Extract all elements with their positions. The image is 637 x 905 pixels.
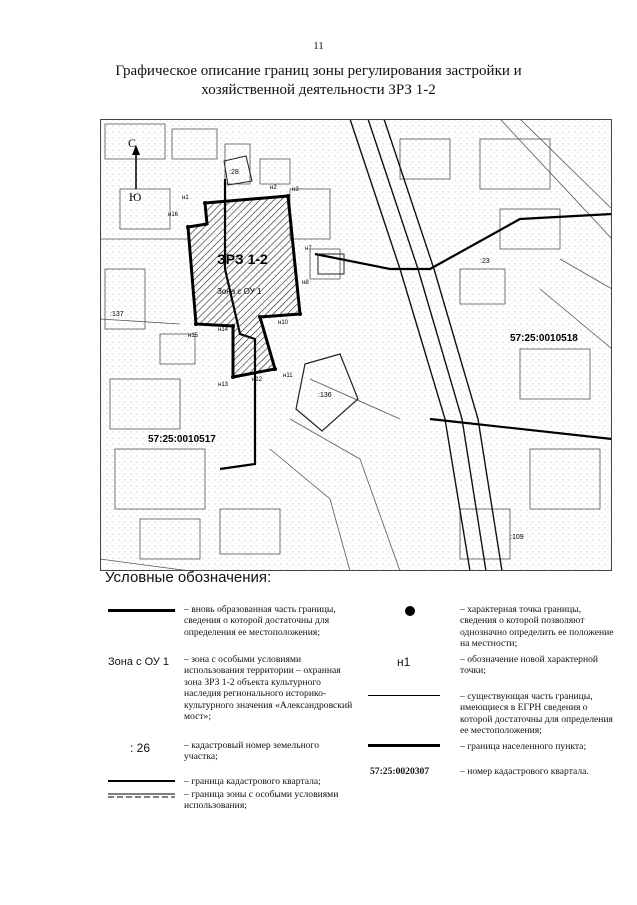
legend-symbol-characteristic-point xyxy=(405,606,415,616)
north-label: С xyxy=(128,136,137,150)
page-number: 11 xyxy=(313,40,324,52)
point-label-n10: н10 xyxy=(278,320,288,326)
zone-sublabel: Зона с ОУ 1 xyxy=(217,287,262,296)
legend-symbol-parcel-number: : 26 xyxy=(130,741,151,755)
south-label: Ю xyxy=(129,190,142,204)
quarter-left-label: 57:25:0010517 xyxy=(148,434,216,445)
point-label-n13: н13 xyxy=(218,382,228,388)
zone-label: ЗРЗ 1-2 xyxy=(217,251,268,267)
legend-text-quarter-number: – номер кадастрового квартала. xyxy=(460,766,589,777)
point-label-n12: н12 xyxy=(252,377,262,383)
point-label-n2: н2 xyxy=(270,185,277,191)
parcel-label-23: :23 xyxy=(480,258,490,265)
legend-text-zone-boundary: – граница зоны с особыми условиями использования; xyxy=(184,789,339,812)
legend-text-new-boundary: – вновь образованная часть границы, сведения о которой достаточны для определения ее местоположения; xyxy=(184,604,336,638)
parcel-label-137: :137 xyxy=(110,311,124,318)
point-label-n1: н1 xyxy=(182,195,189,201)
legend-text-new-point: – обозначение новой характерной точки; xyxy=(460,654,599,677)
legend-symbol-quarter-number: 57:25:0020307 xyxy=(370,766,430,777)
page-title xyxy=(60,62,577,100)
parcel-label-109: :109 xyxy=(510,534,524,541)
legend-text-existing-boundary: – существующая часть границы, имеющиеся в ЕГРН сведения о которой достаточны для определения ее местоположения; xyxy=(460,691,613,737)
legend-text-zone: – зона с особыми условиями использования территории – охранная зона ЗРЗ 1-2 объекта культурного наследия регионального историко-культурного значения «Александровский мост»; xyxy=(184,654,353,723)
legend-heading: Условные обозначения: xyxy=(105,569,272,586)
parcel-label-136: :136 xyxy=(318,392,332,399)
point-label-n16: н16 xyxy=(168,212,178,218)
legend-symbol-settlement-boundary xyxy=(368,744,440,747)
legend-text-characteristic-point: – характерная точка границы, сведения о которой позволяют однозначно определить ее положение на местности; xyxy=(460,604,614,650)
legend-text-parcel-number: – кадастровый номер земельного участка; xyxy=(184,740,320,763)
point-label-n15: н15 xyxy=(188,333,198,339)
legend-symbol-quarter-boundary xyxy=(108,780,175,782)
legend-symbol-new-boundary xyxy=(108,609,175,612)
legend-text-settlement-boundary: – граница населенного пункта; xyxy=(460,741,587,752)
point-label-n3: н3 xyxy=(292,187,299,193)
point-label-n8: н8 xyxy=(302,280,309,286)
cadastral-map xyxy=(100,119,612,571)
title-line-1: Графическое описание границ зоны регулирования застройки и xyxy=(115,63,522,79)
parcel-label-28: :28 xyxy=(229,169,239,176)
legend-text-quarter-boundary: – граница кадастрового квартала; xyxy=(184,776,321,787)
legend-symbol-existing-boundary xyxy=(368,695,440,696)
title-line-2: хозяйственной деятельности ЗРЗ 1-2 xyxy=(201,82,436,98)
legend-symbol-new-point: н1 xyxy=(397,655,411,669)
legend-symbol-zone-boundary xyxy=(108,791,175,799)
point-label-n14: н14 xyxy=(218,327,228,333)
legend-symbol-zone: Зона с ОУ 1 xyxy=(108,656,170,668)
quarter-right-label: 57:25:0010518 xyxy=(510,333,578,344)
point-label-n11: н11 xyxy=(283,373,293,379)
point-label-n7: н7 xyxy=(305,246,312,252)
